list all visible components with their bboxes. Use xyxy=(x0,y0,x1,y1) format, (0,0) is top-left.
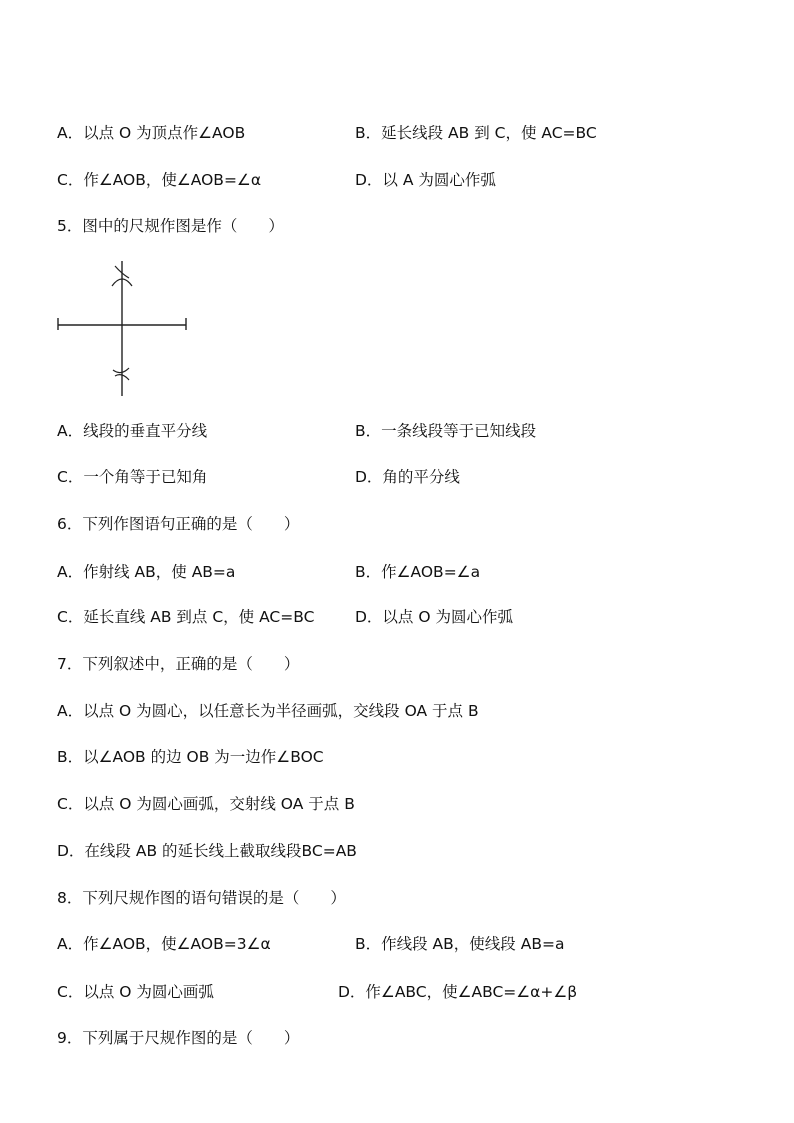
q6-option-a: A．作射线 AB，使 AB=a xyxy=(57,563,236,581)
q5-option-d: D．角的平分线 xyxy=(355,468,460,486)
q5-option-a: A．线段的垂直平分线 xyxy=(57,422,208,440)
q5-stem: 5．图中的尺规作图是作（ ） xyxy=(57,217,284,235)
q4-option-b: B．延长线段 AB 到 C，使 AC=BC xyxy=(355,124,597,142)
q9-stem: 9．下列属于尺规作图的是（ ） xyxy=(57,1029,300,1047)
perpendicular-bisector-figure xyxy=(55,258,195,403)
q7-stem: 7．下列叙述中，正确的是（ ） xyxy=(57,655,300,673)
q4-option-d: D．以 A 为圆心作弧 xyxy=(355,171,496,189)
q8-option-d: D．作∠ABC，使∠ABC=∠α+∠β xyxy=(338,983,578,1001)
q7-option-a: A．以点 O 为圆心，以任意长为半径画弧，交线段 OA 于点 B xyxy=(57,702,479,720)
q4-option-c: C．作∠AOB，使∠AOB=∠α xyxy=(57,171,262,189)
q7-option-b: B．以∠AOB 的边 OB 为一边作∠BOC xyxy=(57,748,324,766)
q5-option-b: B．一条线段等于已知线段 xyxy=(355,422,537,440)
q8-option-b: B．作线段 AB，使线段 AB=a xyxy=(355,935,565,953)
q6-stem: 6．下列作图语句正确的是（ ） xyxy=(57,515,300,533)
q7-option-d: D．在线段 AB 的延长线上截取线段BC=AB xyxy=(57,842,357,860)
q8-stem: 8．下列尺规作图的语句错误的是（ ） xyxy=(57,889,346,907)
q6-option-d: D．以点 O 为圆心作弧 xyxy=(355,608,513,626)
q6-option-c: C．延长直线 AB 到点 C，使 AC=BC xyxy=(57,608,315,626)
q5-option-c: C．一个角等于已知角 xyxy=(57,468,208,486)
lower-arc-1 xyxy=(113,368,129,373)
q8-option-a: A．作∠AOB，使∠AOB=3∠α xyxy=(57,935,271,953)
q8-option-c: C．以点 O 为圆心画弧 xyxy=(57,983,214,1001)
q6-option-b: B．作∠AOB=∠a xyxy=(355,563,481,581)
q4-option-a: A．以点 O 为顶点作∠AOB xyxy=(57,124,246,142)
q7-option-c: C．以点 O 为圆心画弧，交射线 OA 于点 B xyxy=(57,795,355,813)
